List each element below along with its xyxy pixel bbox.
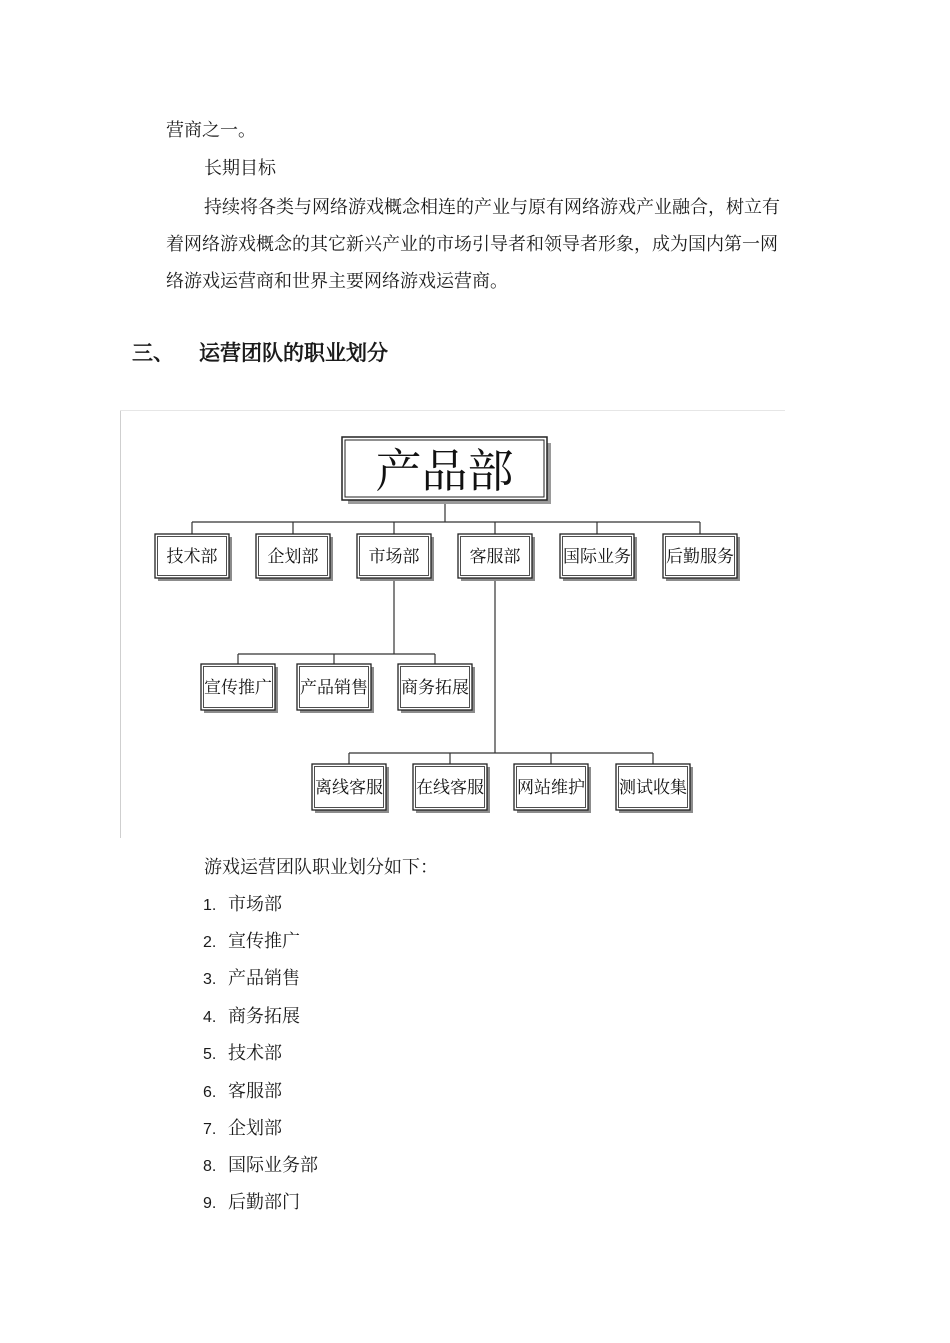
list-item bbox=[203, 1043, 282, 1066]
list-text: 宣传推广 bbox=[228, 931, 300, 952]
list-item bbox=[203, 1006, 300, 1029]
list-text: 后勤部门 bbox=[228, 1192, 300, 1213]
list-number: 7. bbox=[203, 1121, 217, 1138]
paragraph-line: 着网络游戏概念的其它新兴产业的市场引导者和领导者形象，成为国内第一网 bbox=[166, 234, 778, 255]
list-number: 4. bbox=[203, 1009, 217, 1026]
paragraph-line: 营商之一。 bbox=[166, 120, 256, 141]
org-department-box-label: 后勤服务 bbox=[666, 547, 734, 568]
list-number: 3. bbox=[203, 971, 217, 988]
org-market-child-box bbox=[201, 664, 278, 713]
org-market-child-box bbox=[297, 664, 374, 713]
org-department-box-label: 客服部 bbox=[469, 547, 521, 568]
org-department-box bbox=[256, 534, 333, 581]
paragraph-line: 持续将各类与网络游戏概念相连的产业与原有网络游戏产业融合，树立有 bbox=[204, 197, 780, 218]
org-service-child-box-label: 离线客服 bbox=[315, 778, 383, 799]
list-item bbox=[203, 1081, 282, 1104]
list-number: 1. bbox=[203, 897, 217, 914]
list-item bbox=[203, 1118, 282, 1141]
org-market-child-box-label: 产品销售 bbox=[300, 678, 368, 699]
list-text: 企划部 bbox=[228, 1118, 282, 1139]
org-service-child-box-label: 网站维护 bbox=[517, 778, 585, 799]
list-number: 8. bbox=[203, 1158, 217, 1175]
org-service-child-box bbox=[413, 764, 490, 813]
list-item bbox=[203, 1155, 318, 1178]
list-item bbox=[203, 1192, 300, 1215]
org-chart bbox=[120, 410, 785, 838]
service-child-boxes bbox=[312, 764, 693, 813]
section-number: 三、 bbox=[132, 341, 174, 365]
org-department-box bbox=[357, 534, 434, 581]
org-market-child-box-label: 宣传推广 bbox=[204, 678, 272, 699]
list-intro: 游戏运营团队职业划分如下： bbox=[204, 857, 438, 878]
list-text: 技术部 bbox=[228, 1043, 282, 1064]
list-text: 市场部 bbox=[228, 894, 282, 915]
org-department-box-label: 国际业务 bbox=[563, 547, 631, 568]
department-boxes bbox=[155, 534, 740, 581]
org-department-box bbox=[155, 534, 232, 581]
list-text: 商务拓展 bbox=[228, 1006, 300, 1027]
org-service-child-box-label: 测试收集 bbox=[619, 778, 687, 799]
list-text: 产品销售 bbox=[228, 968, 300, 989]
org-root-label: 产品部 bbox=[375, 444, 514, 498]
list-number: 6. bbox=[203, 1084, 217, 1101]
list-text: 客服部 bbox=[228, 1081, 282, 1102]
list-number: 5. bbox=[203, 1046, 217, 1063]
section-title: 运营团队的职业划分 bbox=[199, 341, 388, 365]
list-text: 国际业务部 bbox=[228, 1155, 318, 1176]
list-item bbox=[203, 894, 282, 917]
list-item bbox=[203, 931, 300, 954]
org-department-box-label: 技术部 bbox=[166, 547, 218, 568]
org-service-child-box-label: 在线客服 bbox=[416, 778, 484, 799]
subheading-long-term-goal: 长期目标 bbox=[204, 158, 276, 179]
org-department-box-label: 市场部 bbox=[368, 547, 420, 568]
org-market-child-box-label: 商务拓展 bbox=[401, 678, 469, 699]
org-department-box-label: 企划部 bbox=[267, 547, 319, 568]
list-number: 9. bbox=[203, 1195, 217, 1212]
org-service-child-box bbox=[514, 764, 591, 813]
org-service-child-box bbox=[616, 764, 693, 813]
org-department-box bbox=[663, 534, 740, 581]
org-department-box bbox=[458, 534, 535, 581]
org-root-box bbox=[342, 437, 551, 504]
org-chart-figure bbox=[120, 410, 785, 838]
list-number: 2. bbox=[203, 934, 217, 951]
paragraph-line: 络游戏运营商和世界主要网络游戏运营商。 bbox=[166, 271, 508, 292]
org-service-child-box bbox=[312, 764, 389, 813]
market-child-boxes bbox=[201, 664, 475, 713]
list-item bbox=[203, 968, 300, 991]
org-department-box bbox=[560, 534, 637, 581]
org-market-child-box bbox=[398, 664, 475, 713]
